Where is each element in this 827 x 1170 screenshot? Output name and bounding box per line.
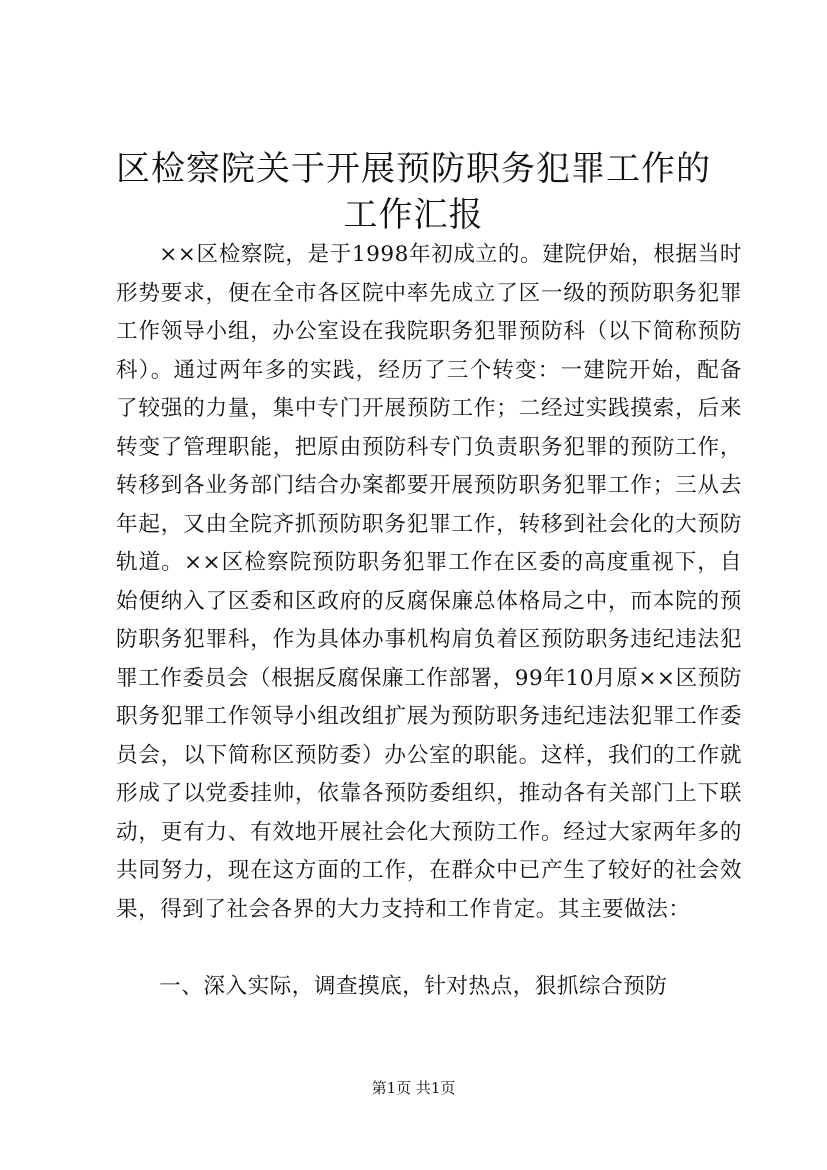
section-heading: 一、深入实际，调查摸底，针对热点，狠抓综合预防 — [159, 974, 668, 999]
document-title: 区检察院关于开展预防职务犯罪工作的工作汇报 — [116, 149, 711, 235]
body-paragraph: ××区检察院，是于1998年初成立的。建院伊始，根据当时形势要求，便在全市各区院中率先成立了区一级的预防职务犯罪工作领导小组，办公室设在我院职务犯罪预防科（以下简称预防科）。通过两年多的实践，经历了三个转变：一建院开始，配备了较强的力量，集中专门开展预防工作；二经过实践摸索，后来转变了管理职能，把原由预防科专门负责职务犯罪的预防工作，转移到各业务部门结合办案都要开展预防职务犯罪工作；三从去年起，又由全院齐抓预防职务犯罪工作，转移到社会化的大预防轨道。××区检察院预防职务犯罪工作在区委的高度重视下，自始便纳入了区委和区政府的反腐保廉总体格局之中，而本院的预防职务犯罪科，作为具体办事机构肩负着区预防职务违纪违法犯罪工作委员会（根据反腐保廉工作部署，99年10月原××区预防职务犯罪工作领导小组改组扩展为预防职务违纪违法犯罪工作委员会，以下简称区预防委）办公室的职能。这样，我们的工作就形成了以党委挂帅，依靠各预防委组织，推动各有关部门上下联动，更有力、有效地开展社会化大预防工作。经过大家两年多的共同努力，现在这方面的工作，在群众中已产生了较好的社会效果，得到了社会各界的大力支持和工作肯定。其主要做法： — [116, 242, 742, 922]
page-footer: 第1页 共1页 — [371, 1079, 456, 1097]
